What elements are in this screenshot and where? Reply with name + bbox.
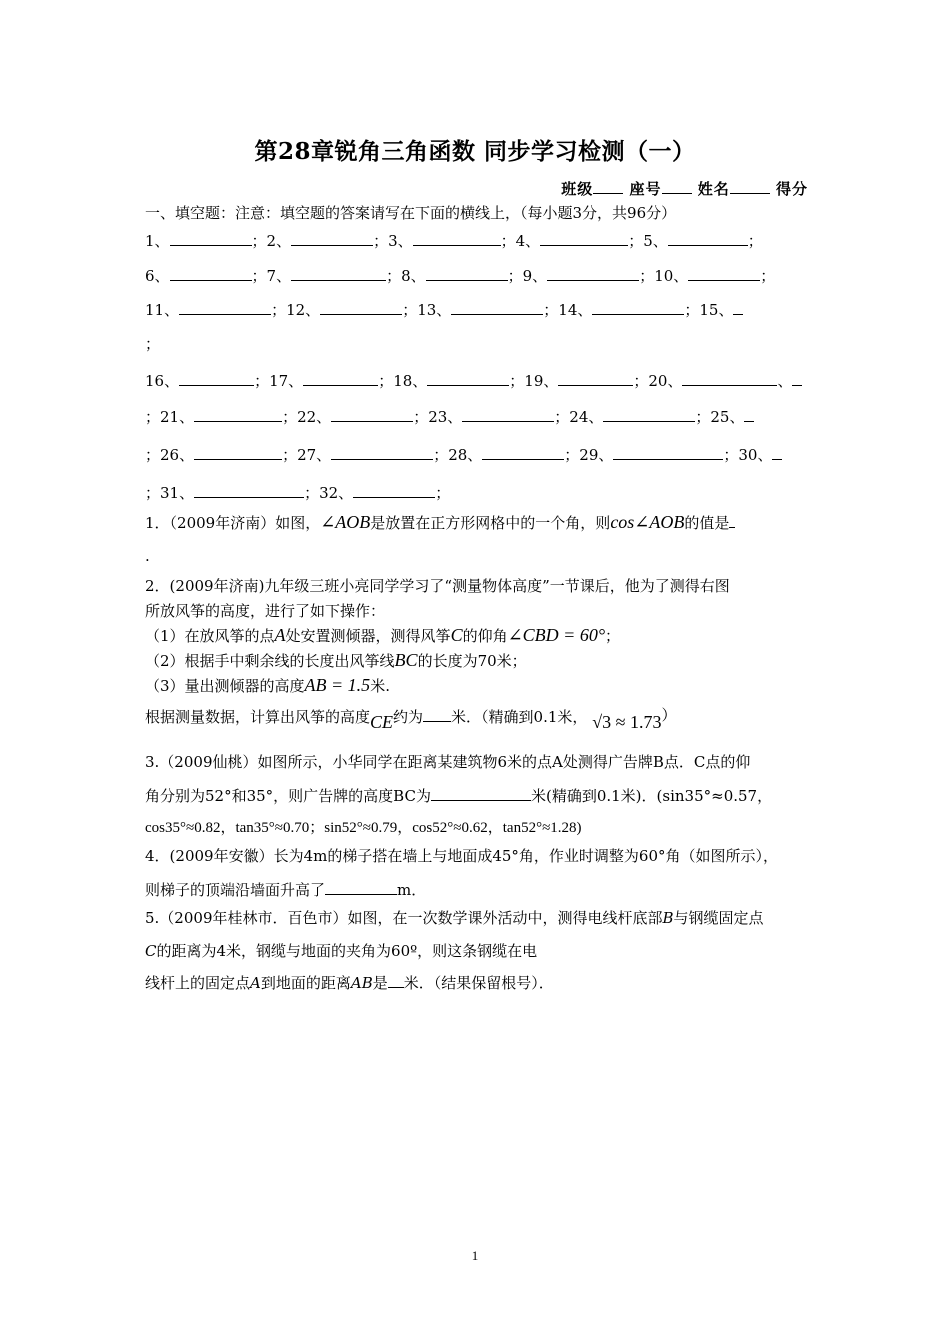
answer-blank[interactable] [194, 482, 304, 498]
answer-blank[interactable] [733, 299, 743, 315]
answer-blank[interactable] [331, 444, 433, 460]
answer-blank[interactable] [603, 406, 695, 422]
answer-blank[interactable] [462, 406, 554, 422]
class-label: 班级 [561, 180, 594, 198]
question-2-step-1: （1）在放风筝的点A处安置测倾器，测得风筝C的仰角∠CBD = 60°； [145, 625, 621, 645]
answer-blank[interactable] [729, 512, 735, 528]
page-title: 第28章锐角三角函数 同步学习检测（一） [254, 138, 696, 165]
answer-blank[interactable] [320, 299, 402, 315]
answer-blank[interactable] [170, 265, 252, 281]
question-3-line-2: 角分别为52°和35°，则广告牌的高度BC为 米(精确到0.1米)．(sin35°≈0.57， [145, 787, 773, 805]
name-label: 姓名 [697, 180, 730, 198]
seat-label: 座号 [629, 180, 662, 198]
answer-blank[interactable] [431, 785, 531, 801]
question-4-line-2: 则梯子的顶端沿墙面升高了 m． [145, 881, 427, 899]
answer-row-7: ；31、 ；32、 ； [145, 484, 451, 502]
answer-blank[interactable] [303, 370, 378, 386]
answer-blank[interactable] [353, 482, 435, 498]
answer-blank[interactable] [558, 370, 633, 386]
answer-blank[interactable] [291, 230, 373, 246]
answer-blank[interactable] [331, 406, 413, 422]
answer-blank[interactable] [482, 444, 564, 460]
seat-blank[interactable] [662, 178, 692, 194]
answer-blank[interactable] [413, 230, 501, 246]
answer-blank[interactable] [423, 706, 451, 722]
answer-row-6: ；26、 ；27、 ；28、 ；29、 ；30、 [145, 444, 810, 465]
answer-row-3: 11、 ；12、 ；13、 ；14、 ；15、 [145, 299, 810, 320]
answer-blank[interactable] [451, 299, 543, 315]
question-2-step-3: （3）量出测倾器的高度AB = 1.5米. [145, 675, 390, 695]
question-2-intro: 2．(2009年济南)九年级三班小亮同学学习了“测量物体高度”一节课后，他为了测得右图 [145, 577, 730, 595]
answer-blank[interactable] [688, 265, 760, 281]
question-2-intro-b: 所放风筝的高度，进行了如下操作： [145, 602, 386, 620]
answer-blank[interactable] [547, 265, 639, 281]
score-label: 得分 [775, 180, 808, 198]
answer-blank[interactable] [427, 370, 509, 386]
class-blank[interactable] [593, 178, 623, 194]
answer-row-2: 6、 ；7、 ；8、 ；9、 ；10、 ； [145, 267, 776, 285]
name-blank[interactable] [730, 178, 770, 194]
section-heading: 一、填空题：注意：填空题的答案请写在下面的横线上，（每小题3分，共96分） [145, 204, 677, 222]
answer-blank[interactable] [325, 879, 397, 895]
answer-row-1: 1、 ；2、 ；3、 ；4、 ；5、 ； [145, 232, 763, 250]
answer-blank[interactable] [613, 444, 723, 460]
answer-blank[interactable] [792, 370, 802, 386]
answer-blank[interactable] [179, 299, 271, 315]
question-1-end: . [145, 547, 150, 565]
answer-blank[interactable] [291, 265, 386, 281]
question-3-line-1: 3.（2009仙桃）如图所示，小华同学在距离某建筑物6米的点A处测得广告牌B点．C点的仰 [145, 753, 751, 771]
question-3-line-3: cos35°≈0.82，tan35°≈0.70；sin52°≈0.79，cos52°≈0.62，tan52°≈1.28) [145, 820, 582, 836]
answer-blank[interactable] [540, 230, 628, 246]
page-number: 1 [471, 1248, 479, 1263]
answer-row-5: ；21、 ；22、 ；23、 ；24、 ；25、 [145, 406, 810, 427]
answer-blank[interactable] [194, 406, 282, 422]
answer-blank[interactable] [426, 265, 508, 281]
answer-blank[interactable] [170, 230, 252, 246]
answer-blank[interactable] [668, 230, 748, 246]
question-5-line-1: 5.（2009年桂林市．百色市）如图，在一次数学课外活动中，测得电线杆底部B与钢缆固定点 [145, 909, 764, 927]
question-2-step-2: （2）根据手中剩余线的长度出风筝线BC的长度为70米； [145, 650, 527, 670]
answer-blank[interactable] [388, 972, 404, 988]
answer-blank[interactable] [772, 444, 782, 460]
answer-blank[interactable] [744, 406, 754, 422]
answer-blank[interactable] [179, 370, 254, 386]
question-2-step-4: 根据测量数据，计算出风筝的高度CE约为 米．（精确到0.1米， √3 ≈ 1.73） [145, 706, 677, 732]
answer-blank[interactable] [682, 370, 777, 386]
answer-blank[interactable] [592, 299, 684, 315]
answer-row-4: 16、 ；17、 ；18、 ；19、 ；20、 、 [145, 370, 810, 391]
question-1: 1．（2009年济南）如图，∠AOB是放置在正方形网格中的一个角，则cos∠AOB的值是 [145, 512, 810, 533]
question-5-line-3: 线杆上的固定点A到地面的距离AB是 米．（结果保留根号）． [145, 974, 554, 992]
student-info [561, 178, 808, 199]
answer-blank[interactable] [194, 444, 282, 460]
question-4-line-1: 4．(2009年安徽）长为4m的梯子搭在墙上与地面成45°角，作业时调整为60°角（如图所示）， [145, 847, 779, 865]
question-5-line-2: C的距离为4米，钢缆与地面的夹角为60º，则这条钢缆在电 [145, 942, 538, 960]
answer-row-3b: ； [145, 335, 161, 353]
